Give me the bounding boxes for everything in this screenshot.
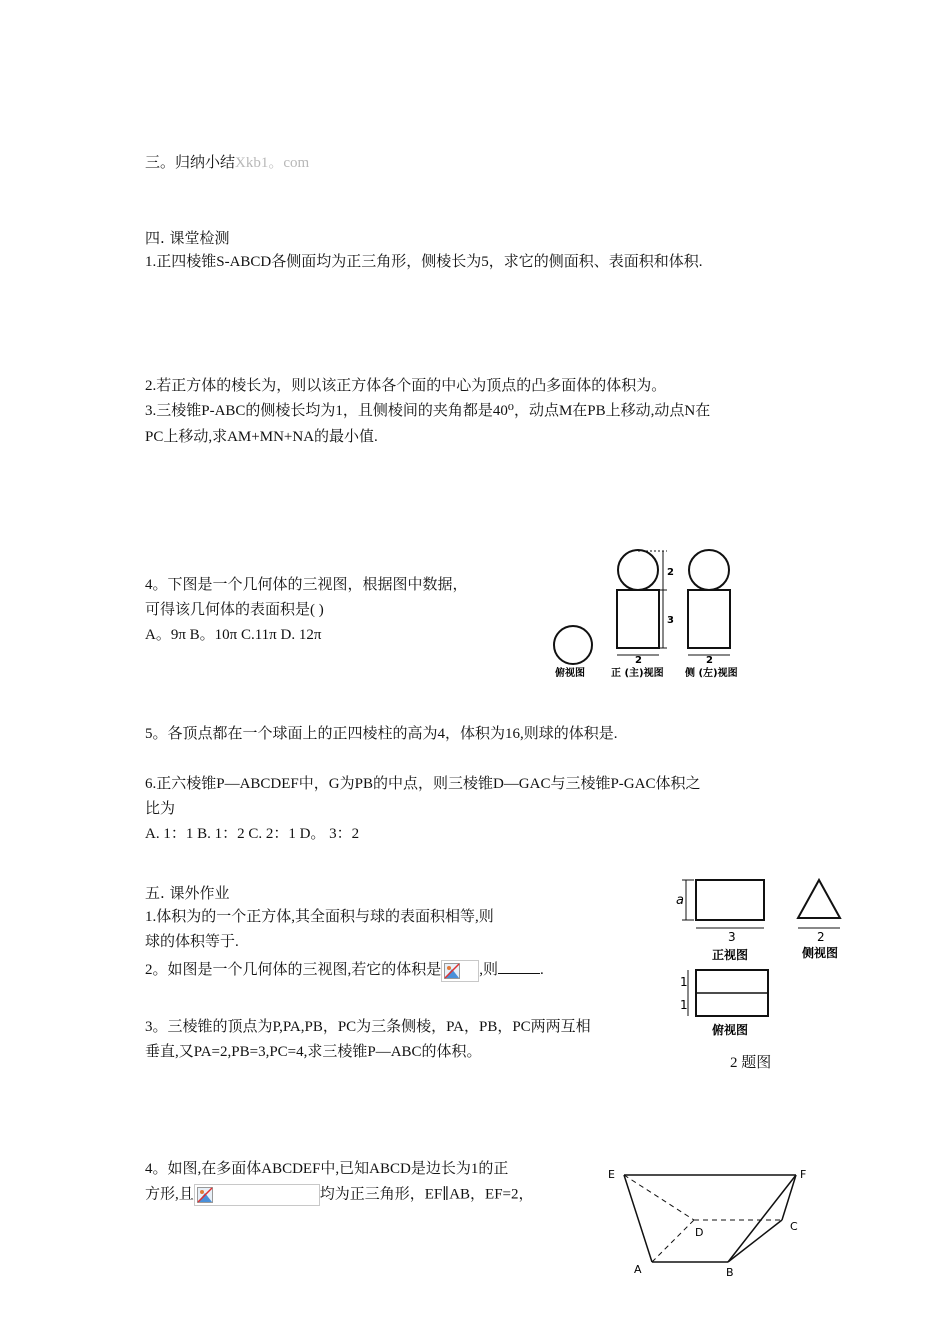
homework-1-line2: 球的体积等于. <box>145 934 239 950</box>
edge-EA <box>624 1175 652 1262</box>
question-1: 1.正四棱锥S-ABCD各侧面均为正三角形，侧棱长为5，求它的侧面积、表面积和体积. <box>145 254 703 270</box>
question-6-line2: 比为 <box>145 801 176 817</box>
section3-heading: 三。归纳小结 <box>145 153 236 171</box>
polyhedron-figure <box>600 1160 820 1280</box>
figure-2-panel <box>646 866 862 1038</box>
question-2: 2.若正方体的棱长为，则以该正方体各个面的中心为顶点的凸多面体的体积为。 <box>145 378 667 394</box>
homework-4-text: 方形,且 <box>145 1186 194 1203</box>
vertex-label-A: A <box>634 1263 642 1276</box>
label-front-view: 正 (主)视图 <box>611 668 664 679</box>
section4-heading: 四. 课堂检测 <box>145 229 230 247</box>
answer-blank <box>498 959 540 974</box>
label-1-bottom: 1 <box>680 998 688 1012</box>
front-view-rect <box>696 880 764 920</box>
question-4-line2: 可得该几何体的表面积是( ) <box>145 602 324 618</box>
homework-3-line2: 垂直,又PA=2,PB=3,PC=4,求三棱锥P—ABC的体积。 <box>145 1044 482 1060</box>
dim-label-2: 2 <box>667 567 674 578</box>
edge-CF <box>782 1175 796 1220</box>
hidden-edge-ED <box>624 1175 694 1220</box>
question-3-line1: 3.三棱锥P-ABC的侧棱长均为1，且侧棱间的夹角都是40⁰，动点M在PB上移动,动点N在 <box>145 403 711 419</box>
watermark-text: Xkb1。com <box>235 155 310 171</box>
label-top-view: 俯视图 <box>712 1023 749 1037</box>
question-6-line1: 6.正六棱锥P—ABCDEF中，G为PB的中点，则三棱锥D—GAC与三棱锥P-GAC体积之 <box>145 776 701 792</box>
hidden-edge-AD <box>652 1220 694 1262</box>
question-5: 5。各顶点都在一个球面上的正四棱柱的高为4，体积为16,则球的体积是. <box>145 726 618 742</box>
dim-label-3: 3 <box>667 615 674 626</box>
homework-1-line1: 1.体积为的一个正方体,其全面积与球的表面积相等,则 <box>145 909 494 925</box>
vertex-label-C: C <box>790 1220 798 1233</box>
homework-3-line1: 3。三棱锥的顶点为P,PA,PB，PC为三条侧棱，PA，PB，PC两两互相 <box>145 1019 591 1035</box>
image-icon <box>197 1187 213 1203</box>
dim-label-width-side: 2 <box>706 655 713 666</box>
label-side-view: 侧视图 <box>802 946 839 960</box>
side-view-triangle <box>798 880 840 918</box>
homework-2-text: 2。如图是一个几何体的三视图,若它的体积是 <box>145 962 442 978</box>
front-view-cylinder <box>617 590 659 648</box>
three-view-figure <box>545 545 755 685</box>
label-front-view: 正视图 <box>712 948 749 962</box>
question-4-line1: 4。下图是一个几何体的三视图，根据图中数据， <box>145 577 468 593</box>
broken-image-placeholder <box>194 1184 320 1206</box>
homework-2-text-after: ,则 <box>479 962 499 978</box>
image-icon <box>444 963 460 979</box>
side-view-sphere <box>689 550 729 590</box>
homework-2-end: . <box>540 962 544 978</box>
figure-2-caption: 2 题图 <box>730 1055 772 1071</box>
dim-label-width-front: 2 <box>635 655 642 666</box>
broken-image-placeholder <box>441 960 479 982</box>
label-side-view: 侧 (左)视图 <box>685 668 738 679</box>
homework-4-line2 <box>145 1184 534 1206</box>
vertex-label-D: D <box>695 1226 704 1239</box>
side-view-cylinder <box>688 590 730 648</box>
section5-heading: 五. 课外作业 <box>145 884 230 902</box>
edge-BF <box>728 1175 796 1262</box>
top-view-circle <box>554 626 592 664</box>
label-2: 2 <box>817 930 825 944</box>
homework-2 <box>145 959 544 982</box>
label-top-view: 俯视图 <box>555 668 585 679</box>
question-3-line2: PC上移动,求AM+MN+NA的最小值. <box>145 429 378 445</box>
label-1-top: 1 <box>680 975 688 989</box>
vertex-label-B: B <box>726 1266 734 1279</box>
vertex-label-F: F <box>800 1168 807 1181</box>
homework-4-text-after: 均为正三角形，EF∥AB，EF=2， <box>319 1186 534 1203</box>
label-3: 3 <box>728 930 736 944</box>
front-view-sphere <box>618 550 658 590</box>
figure-2-three-views <box>646 866 862 1038</box>
question-4-options: A。9π B。10π C.11π D. 12π <box>145 627 322 643</box>
homework-4-line1: 4。如图,在多面体ABCDEF中,已知ABCD是边长为1的正 <box>145 1161 509 1177</box>
question-6-options: A. 1：1 B. 1：2 C. 2：1 D。 3：2 <box>145 826 360 842</box>
label-a: a <box>676 893 684 908</box>
section3-heading-row <box>145 152 309 173</box>
vertex-label-E: E <box>608 1168 615 1181</box>
